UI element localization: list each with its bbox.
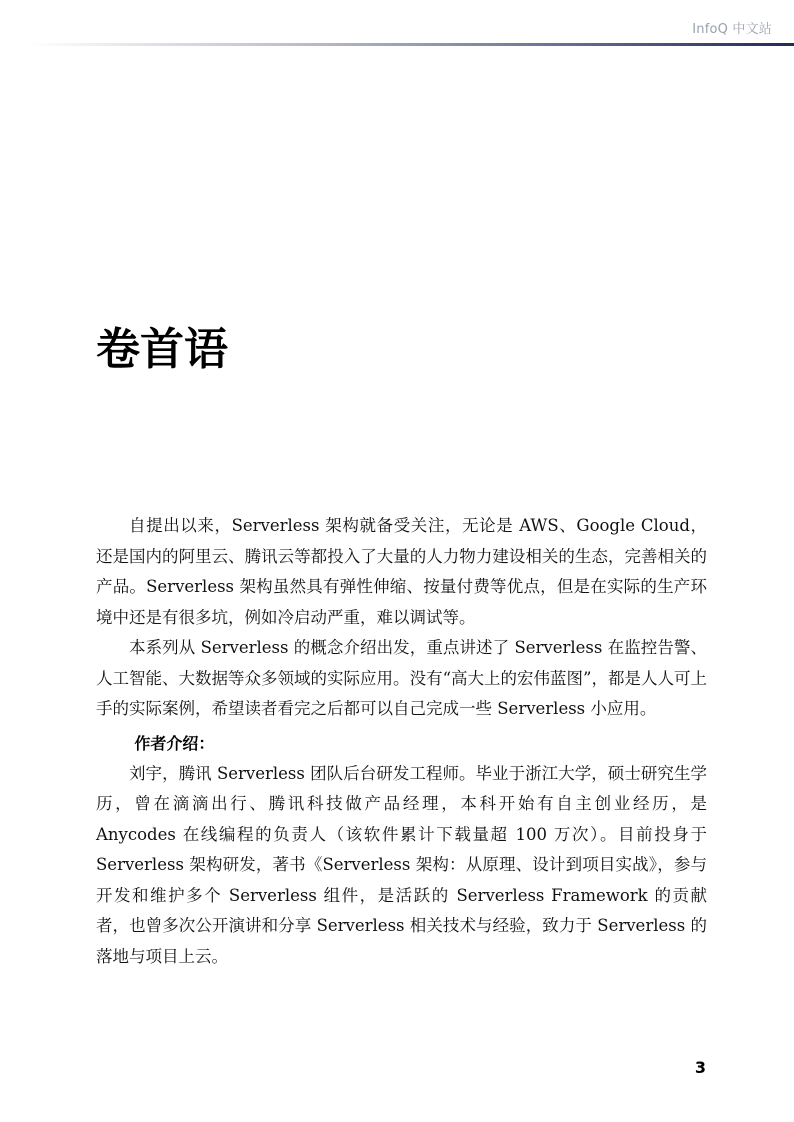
- page-title: 卷首语: [96, 324, 228, 375]
- author-bio: 刘宇，腾讯 Serverless 团队后台研发工程师。毕业于浙江大学，硕士研究生学历，曾在滴滴出行、腾讯科技做产品经理，本科开始有自主创业经历，是 Anycodes 在线编程的负责人（该软件累计下载量超 100 万次）。目前投身于 Serverless 架构研发，著书《Serverless 架构：从原理、设计到项目实战》，参与开发和维护多个 Serverless 组件，是活跃的 Serverless Framework 的贡献者，也曾多次公开演讲和分享 Serverless 相关技术与经验，致力于 Serverless 的落地与项目上云。: [96, 763, 707, 966]
- body-text: [96, 511, 707, 972]
- page-number: 3: [694, 1058, 706, 1077]
- author-section-heading: 作者介绍：: [134, 733, 215, 753]
- header-brand: InfoQ 中文站: [692, 22, 772, 37]
- intro-paragraph-2: 本系列从 Serverless 的概念介绍出发，重点讲述了 Serverless 在监控告警、人工智能、大数据等众多领域的实际应用。没有“高大上的宏伟蓝图”，都是人人可上手的实际案例，希望读者看完之后都可以自己完成一些 Serverless 小应用。: [96, 638, 707, 718]
- header-rule: [30, 43, 794, 46]
- intro-paragraph-1: 自提出以来，Serverless 架构就备受关注，无论是 AWS、Google Cloud，还是国内的阿里云、腾讯云等都投入了大量的人力物力建设相关的生态，完善相关的产品。Serverless 架构虽然具有弹性伸缩、按量付费等优点，但是在实际的生产环境中还是有很多坑，例如冷启动严重，难以调试等。: [96, 516, 707, 627]
